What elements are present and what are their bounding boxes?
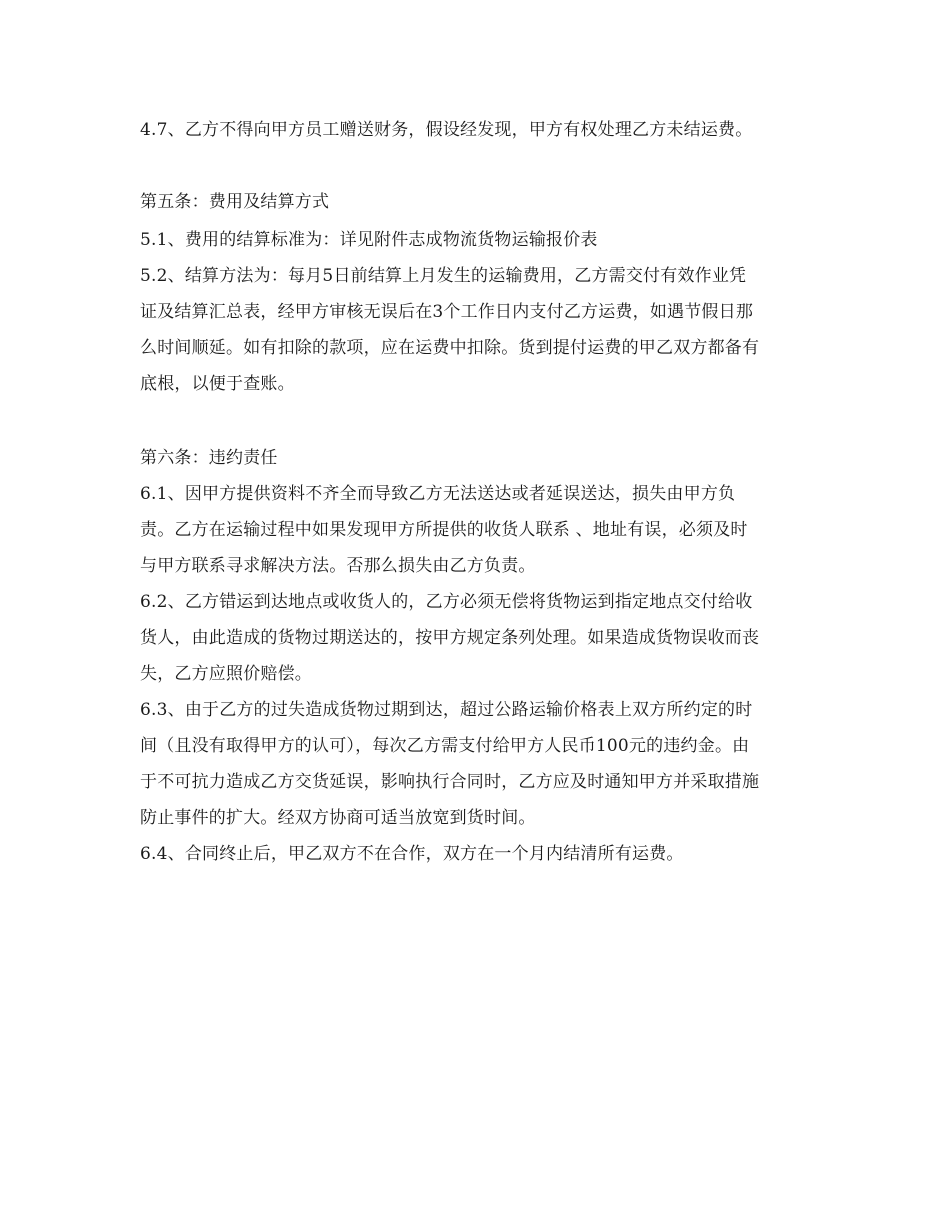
clause-6-1-line-1: 6.1、因甲方提供资料不齐全而导致乙方无法送达或者延误送达，损失由甲方负 <box>140 484 736 504</box>
clause-5-2-line-2: 证及结算汇总表，经甲方审核无误后在3个工作日内支付乙方运费，如遇节假日那 <box>140 302 754 322</box>
clause-6-3-line-3: 于不可抗力造成乙方交货延误，影响执行合同时，乙方应及时通知甲方并采取措施 <box>140 772 760 792</box>
section-6-heading: 第六条：违约责任 <box>140 448 278 468</box>
clause-5-2-line-4: 底根，以便于查账。 <box>140 374 295 394</box>
clause-6-1-line-3: 与甲方联系寻求解决方法。否那么损失由乙方负责。 <box>140 556 536 576</box>
clause-6-3-line-2: 间（且没有取得甲方的认可），每次乙方需支付给甲方人民币100元的违约金。由 <box>140 736 750 756</box>
clause-5-1: 5.1、费用的结算标准为：详见附件志成物流货物运输报价表 <box>140 230 598 250</box>
clause-5-2-line-1: 5.2、结算方法为：每月5日前结算上月发生的运输费用，乙方需交付有效作业凭 <box>140 266 747 286</box>
clause-6-2-line-3: 失，乙方应照价赔偿。 <box>140 664 312 684</box>
clause-6-2-line-1: 6.2、乙方错运到达地点或收货人的，乙方必须无偿将货物运到指定地点交付给收 <box>140 592 753 612</box>
clause-6-3-line-4: 防止事件的扩大。经双方协商可适当放宽到货时间。 <box>140 808 536 828</box>
clause-6-2-line-2: 货人，由此造成的货物过期送达的，按甲方规定条列处理。如果造成货物误收而丧 <box>140 628 760 648</box>
clause-6-3-line-1: 6.3、由于乙方的过失造成货物过期到达，超过公路运输价格表上双方所约定的时 <box>140 700 753 720</box>
clause-6-4: 6.4、合同终止后，甲乙双方不在合作，双方在一个月内结清所有运费。 <box>140 844 684 864</box>
clause-4-7: 4.7、乙方不得向甲方员工赠送财务，假设经发现，甲方有权处理乙方未结运费。 <box>140 120 753 140</box>
clause-6-1-line-2: 责。乙方在运输过程中如果发现甲方所提供的收货人联系 、地址有误，必须及时 <box>140 520 748 540</box>
clause-5-2-line-3: 么时间顺延。如有扣除的款项，应在运费中扣除。货到提付运费的甲乙双方都备有 <box>140 338 760 358</box>
section-5-heading: 第五条：费用及结算方式 <box>140 192 330 212</box>
